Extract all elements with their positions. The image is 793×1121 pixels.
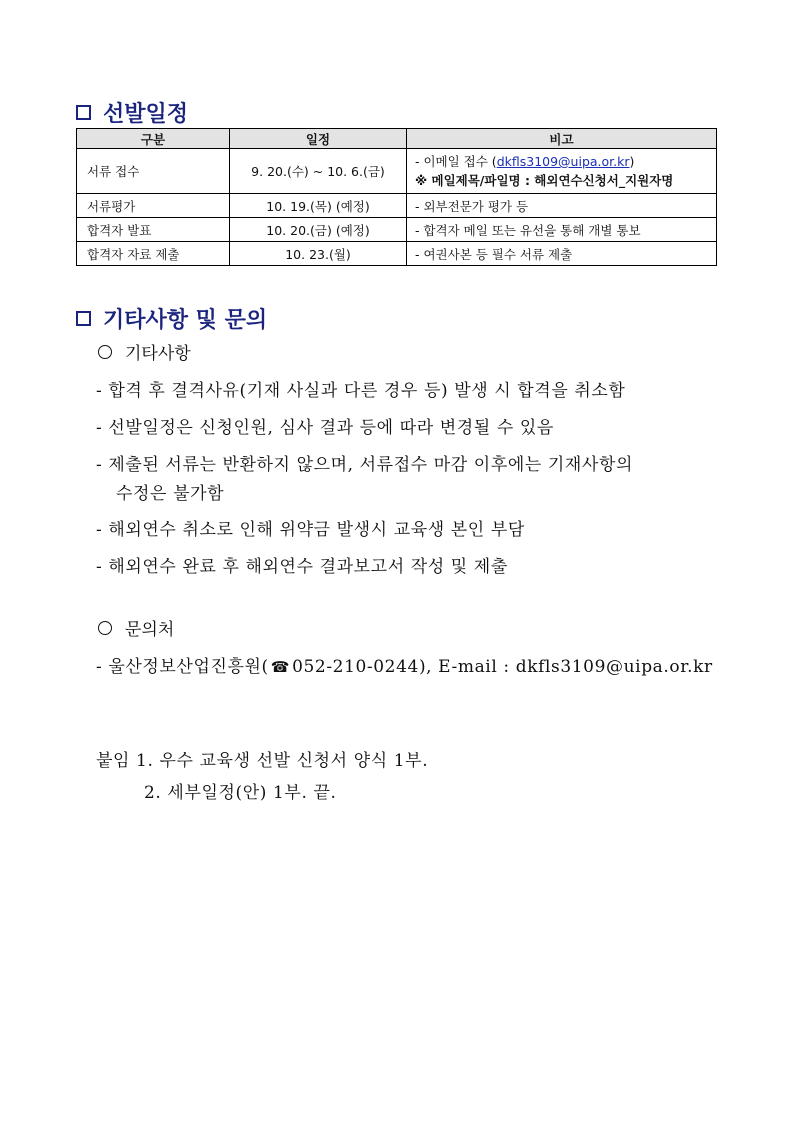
contact-suffix: ), E-mail : dkfls3109@uipa.or.kr xyxy=(418,657,713,677)
table-header-row xyxy=(77,129,717,149)
other-item-3: - 제출된 서류는 반환하지 않으며, 서류접수 마감 이후에는 기재사항의 xyxy=(96,455,633,475)
cell-category: 합격자 발표 xyxy=(77,218,230,242)
cell-category: 합격자 자료 제출 xyxy=(77,242,230,266)
cell-note: - 여권사본 등 필수 서류 제출 xyxy=(407,242,717,266)
header-category: 구분 xyxy=(77,129,230,149)
cell-note: - 외부전문가 평가 등 xyxy=(407,194,717,218)
etc-title-text: 기타사항 및 문의 xyxy=(103,308,268,333)
header-date: 일정 xyxy=(230,129,407,149)
cell-note: - 합격자 메일 또는 유선을 통해 개별 통보 xyxy=(407,218,717,242)
contact-prefix: - 울산정보산업진흥원( xyxy=(96,657,269,677)
other-item-3-continuation: 수정은 불가함 xyxy=(116,484,225,504)
email-link[interactable]: dkfls3109@uipa.or.kr xyxy=(496,154,630,169)
other-item-4: - 해외연수 취소로 인해 위약금 발생시 교육생 본인 부담 xyxy=(96,520,525,540)
note-suffix: ) xyxy=(629,154,635,169)
table-row xyxy=(77,218,717,242)
cell-date: 10. 20.(금) (예정) xyxy=(230,218,407,242)
email-subject-note: ※ 메일제목/파일명 : 해외연수신청서_지원자명 xyxy=(415,173,674,188)
contact-line xyxy=(96,652,713,677)
table-row xyxy=(77,149,717,194)
contact-phone: 052-210-0244 xyxy=(292,657,419,677)
email-submission-note xyxy=(415,152,706,171)
cell-category: 서류 접수 xyxy=(77,149,230,194)
cell-note xyxy=(407,149,717,194)
note-prefix: - 이메일 접수 ( xyxy=(415,154,497,169)
circle-bullet-icon xyxy=(98,621,112,635)
schedule-section-title xyxy=(76,97,188,128)
other-item-2: - 선발일정은 신청인원, 심사 결과 등에 따라 변경될 수 있음 xyxy=(96,418,554,438)
checkbox-icon xyxy=(76,105,91,120)
attachment-line-2: 2. 세부일정(안) 1부. 끝. xyxy=(144,783,337,803)
etc-section-title xyxy=(76,303,267,334)
checkbox-icon xyxy=(76,311,91,326)
table-row xyxy=(77,242,717,266)
attachment-line-1: 붙임 1. 우수 교육생 선발 신청서 양식 1부. xyxy=(96,751,429,771)
cell-date: 9. 20.(수) ~ 10. 6.(금) xyxy=(230,149,407,194)
cell-date: 10. 23.(월) xyxy=(230,242,407,266)
circle-bullet-icon xyxy=(98,345,112,359)
telephone-icon: ☎ xyxy=(270,658,291,676)
schedule-title-text: 선발일정 xyxy=(103,102,189,127)
cell-date: 10. 19.(목) (예정) xyxy=(230,194,407,218)
contact-heading xyxy=(98,615,174,640)
other-heading xyxy=(98,339,191,364)
table-row xyxy=(77,194,717,218)
header-note: 비고 xyxy=(407,129,717,149)
cell-category: 서류평가 xyxy=(77,194,230,218)
other-item-1: - 합격 후 결격사유(기재 사실과 다른 경우 등) 발생 시 합격을 취소함 xyxy=(96,381,626,401)
other-item-5: - 해외연수 완료 후 해외연수 결과보고서 작성 및 제출 xyxy=(96,557,508,577)
other-heading-text: 기타사항 xyxy=(125,344,191,364)
contact-heading-text: 문의처 xyxy=(125,620,175,640)
schedule-table xyxy=(76,128,717,266)
